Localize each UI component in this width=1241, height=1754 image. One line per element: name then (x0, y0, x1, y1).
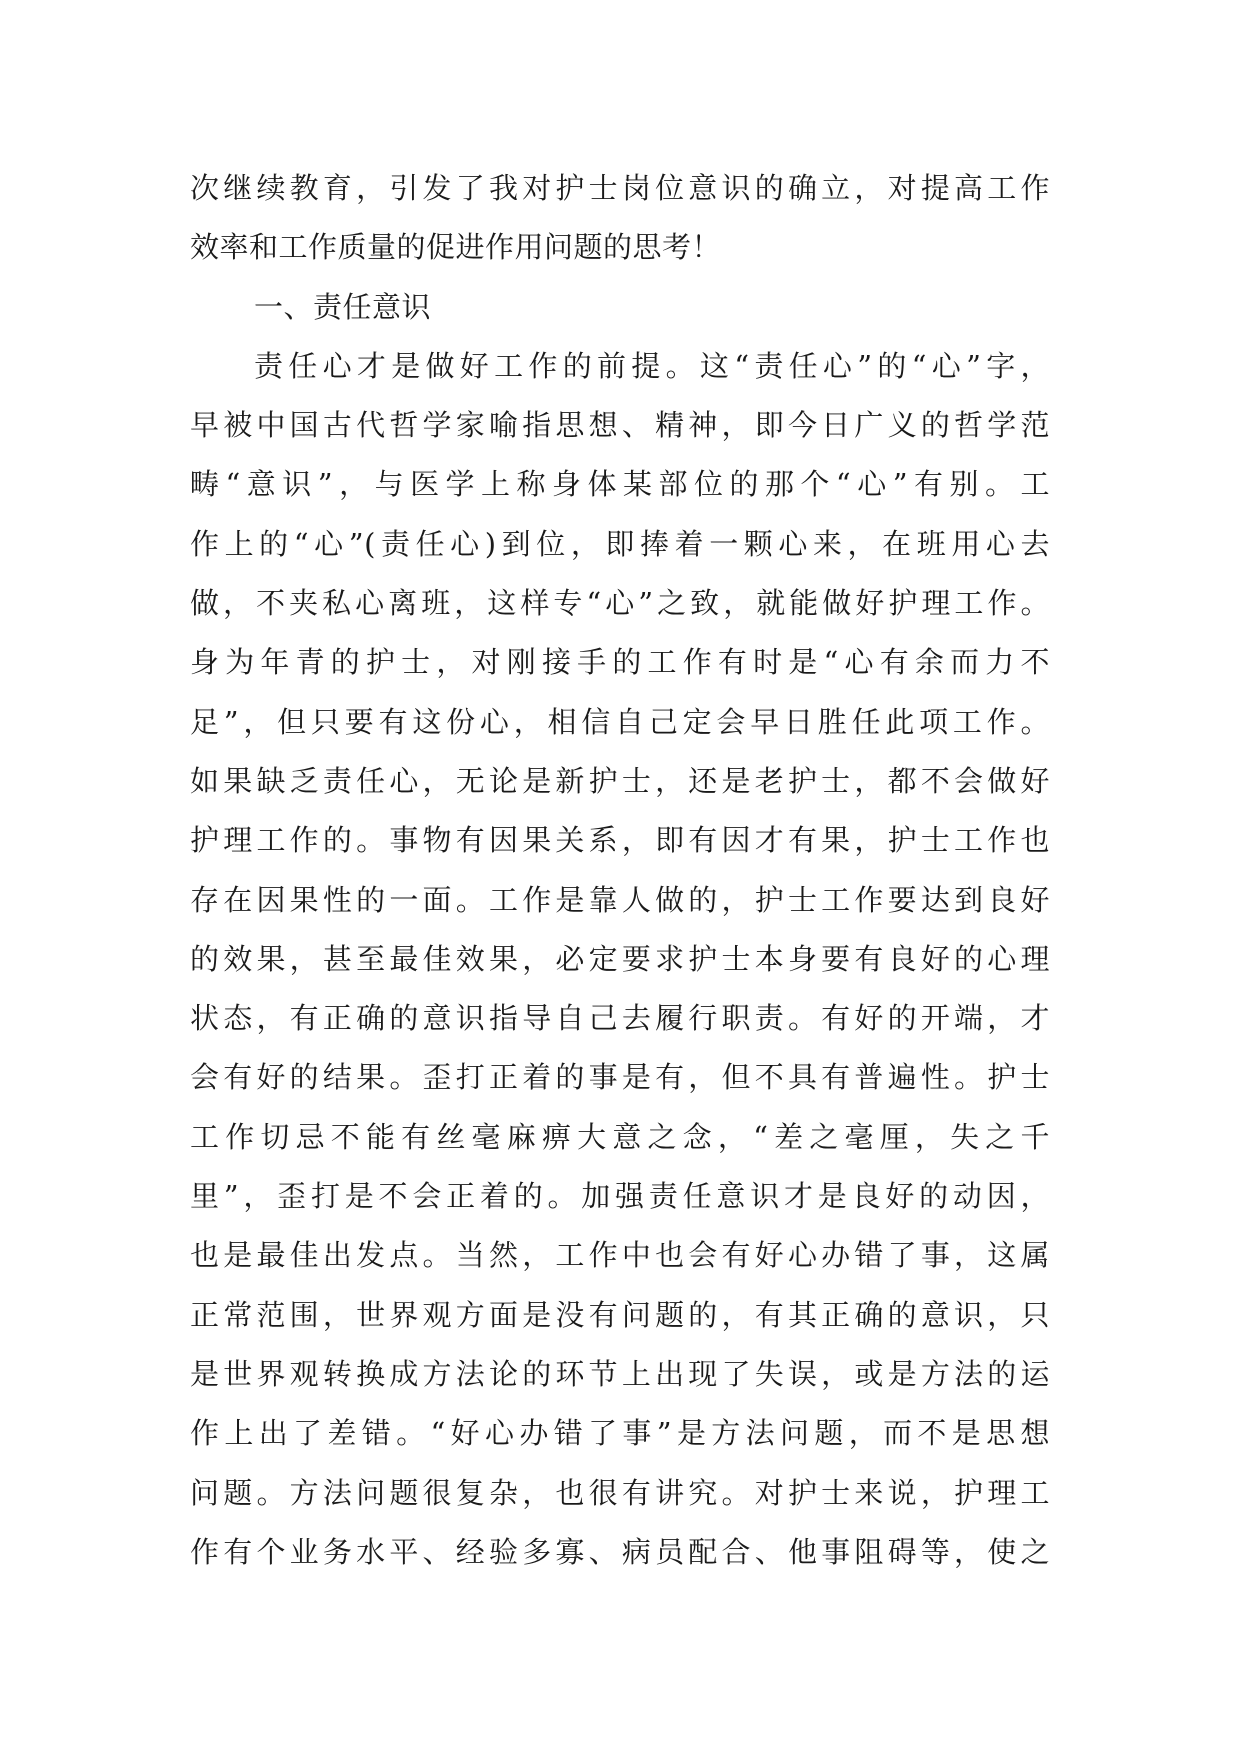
paragraph-line: 会有好的结果。歪打正着的事是有，但不具有普遍性。护士 (190, 1060, 1050, 1095)
paragraph-line: 早被中国古代哲学家喻指思想、精神，即今日广义的哲学范 (190, 408, 1050, 443)
paragraph-line: 是世界观转换成方法论的环节上出现了失误，或是方法的运 (190, 1356, 1050, 1391)
paragraph-line: 状态，有正确的意识指导自己去履行职责。有好的开端，才 (190, 1001, 1050, 1036)
paragraph-line: 工作切忌不能有丝毫麻痹大意之念，“差之毫厘，失之千 (190, 1119, 1050, 1154)
paragraph-line: 如果缺乏责任心，无论是新护士，还是老护士，都不会做好 (190, 763, 1050, 798)
paragraph-line: 身为年青的护士，对刚接手的工作有时是“心有余而力不 (190, 645, 1050, 680)
document-body (190, 159, 1050, 1582)
intro-line: 次继续教育，引发了我对护士岗位意识的确立，对提高工作 (190, 171, 1050, 205)
paragraph-line: 责任心才是做好工作的前提。这“责任心”的“心”字， (254, 348, 1050, 383)
paragraph-line: 也是最佳出发点。当然，工作中也会有好心办错了事，这属 (190, 1238, 1050, 1273)
section-heading: 一、责任意识 (254, 289, 432, 324)
paragraph-line: 作上出了差错。“好心办错了事”是方法问题，而不是思想 (190, 1416, 1050, 1451)
paragraph-line: 正常范围，世界观方面是没有问题的，有其正确的意识，只 (190, 1297, 1050, 1332)
paragraph-line: 作有个业务水平、经验多寡、病员配合、他事阻碍等，使之 (190, 1534, 1050, 1569)
intro-line: 效率和工作质量的促进作用问题的思考！ (190, 230, 722, 265)
paragraph-line: 做，不夹私心离班，这样专“心”之致，就能做好护理工作。 (190, 586, 1050, 621)
paragraph-line: 问题。方法问题很复杂，也很有讲究。对护士来说，护理工 (190, 1475, 1050, 1510)
paragraph-line: 里”，歪打是不会正着的。加强责任意识才是良好的动因， (190, 1179, 1050, 1214)
paragraph-line: 畴“意识”，与医学上称身体某部位的那个“心”有别。工 (190, 467, 1050, 502)
paragraph-line: 存在因果性的一面。工作是靠人做的，护士工作要达到良好 (190, 882, 1050, 917)
paragraph-line: 足”，但只要有这份心，相信自己定会早日胜任此项工作。 (190, 704, 1050, 739)
paragraph-line: 护理工作的。事物有因果关系，即有因才有果，护士工作也 (190, 823, 1050, 858)
paragraph-line: 作上的“心”(责任心)到位，即捧着一颗心来，在班用心去 (190, 526, 1050, 561)
paragraph-line: 的效果，甚至最佳效果，必定要求护士本身要有良好的心理 (190, 941, 1050, 976)
